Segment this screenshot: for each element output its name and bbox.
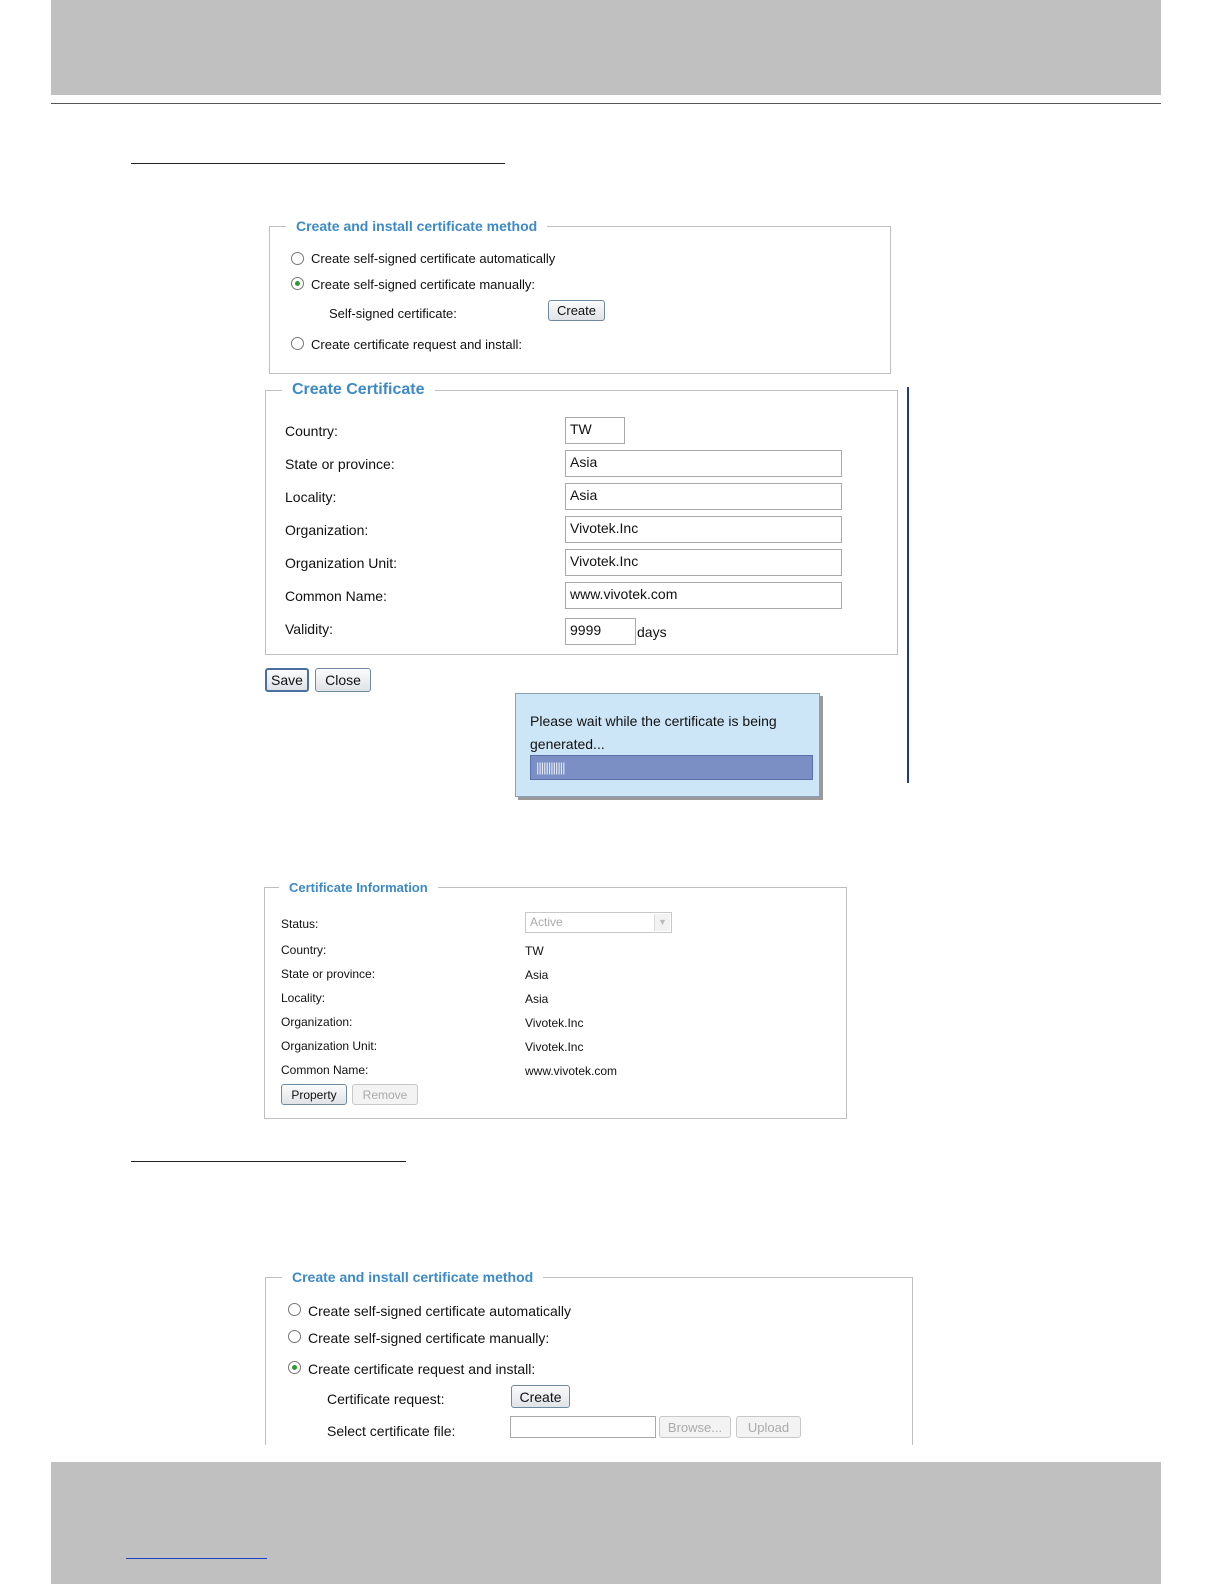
info-country-label: Country:: [281, 943, 327, 957]
radio-request-label-2: Create certificate request and install:: [308, 1361, 536, 1377]
close-button[interactable]: Close: [315, 668, 371, 692]
self-signed-label: Self-signed certificate:: [329, 306, 457, 321]
info-org-unit-value: Vivotek.Inc: [525, 1040, 584, 1054]
upload-button[interactable]: Upload: [736, 1416, 801, 1438]
info-locality-label: Locality:: [281, 991, 326, 1005]
radio-auto-label-2: Create self-signed certificate automatically: [308, 1303, 572, 1319]
radio-manual-label-1: Create self-signed certificate manually:: [311, 277, 535, 292]
header-rule: [51, 103, 1161, 104]
org-unit-input[interactable]: Vivotek.Inc: [565, 549, 842, 576]
create-self-signed-button[interactable]: Create: [548, 300, 605, 321]
radio-auto-2[interactable]: [288, 1303, 301, 1316]
state-input[interactable]: Asia: [565, 450, 842, 477]
organization-input[interactable]: Vivotek.Inc: [565, 516, 842, 543]
create-request-button[interactable]: Create: [511, 1385, 570, 1408]
progress-bar: [530, 755, 813, 780]
common-name-label: Common Name:: [285, 588, 387, 604]
chevron-down-icon: ▼: [654, 914, 670, 931]
info-org-value: Vivotek.Inc: [525, 1016, 584, 1030]
browse-button[interactable]: Browse...: [659, 1416, 731, 1438]
popup-message: Please wait while the certificate is being generated...: [530, 713, 777, 752]
validity-input[interactable]: 9999: [565, 618, 636, 645]
radio-request-1[interactable]: [291, 337, 304, 350]
cert-info-legend: Certificate Information: [289, 880, 428, 895]
save-button[interactable]: Save: [265, 668, 309, 692]
section-underline-2: [131, 1161, 406, 1162]
footer-link-underline[interactable]: [126, 1558, 267, 1559]
info-state-label: State or province:: [281, 967, 376, 981]
page-header-band: [51, 0, 1161, 95]
days-label: days: [637, 624, 667, 640]
state-label: State or province:: [285, 456, 395, 472]
radio-manual-1[interactable]: [291, 277, 304, 290]
radio-auto-label-1: Create self-signed certificate automatically: [311, 251, 556, 266]
remove-button[interactable]: Remove: [352, 1084, 418, 1105]
select-file-label: Select certificate file:: [327, 1423, 456, 1439]
radio-manual-label-2: Create self-signed certificate manually:: [308, 1330, 550, 1346]
info-common-name-value: www.vivotek.com: [525, 1064, 618, 1078]
certificate-file-input[interactable]: [510, 1416, 656, 1438]
page-footer-band: [51, 1462, 1161, 1584]
create-cert-legend: Create Certificate: [292, 381, 425, 398]
status-select[interactable]: [525, 912, 672, 933]
method-legend-2: Create and install certificate method: [292, 1269, 534, 1285]
section-underline-1: [131, 163, 505, 164]
window-edge-line: [907, 387, 909, 783]
radio-auto-1[interactable]: [291, 252, 304, 265]
progress-bar-ticks: ||||||||||||: [536, 760, 565, 775]
info-org-unit-label: Organization Unit:: [281, 1039, 378, 1053]
radio-request-2[interactable]: [288, 1361, 301, 1374]
radio-manual-2[interactable]: [288, 1330, 301, 1343]
country-label: Country:: [285, 423, 338, 439]
generating-popup: [515, 693, 820, 797]
cert-request-label: Certificate request:: [327, 1391, 445, 1407]
radio-request-label-1: Create certificate request and install:: [311, 337, 522, 352]
info-common-name-label: Common Name:: [281, 1063, 369, 1077]
info-country-value: TW: [525, 944, 544, 958]
status-label: Status:: [281, 917, 319, 931]
property-button[interactable]: Property: [281, 1084, 347, 1105]
info-state-value: Asia: [525, 968, 549, 982]
validity-label: Validity:: [285, 621, 333, 637]
common-name-input[interactable]: www.vivotek.com: [565, 582, 842, 609]
status-select-value: Active: [530, 915, 563, 929]
method-legend-1: Create and install certificate method: [296, 218, 538, 234]
org-unit-label: Organization Unit:: [285, 555, 398, 571]
organization-label: Organization:: [285, 522, 369, 538]
locality-label: Locality:: [285, 489, 337, 505]
section2-cutoff-mask: [260, 1445, 920, 1462]
info-org-label: Organization:: [281, 1015, 353, 1029]
info-locality-value: Asia: [525, 992, 549, 1006]
locality-input[interactable]: Asia: [565, 483, 842, 510]
country-input[interactable]: TW: [565, 417, 625, 444]
